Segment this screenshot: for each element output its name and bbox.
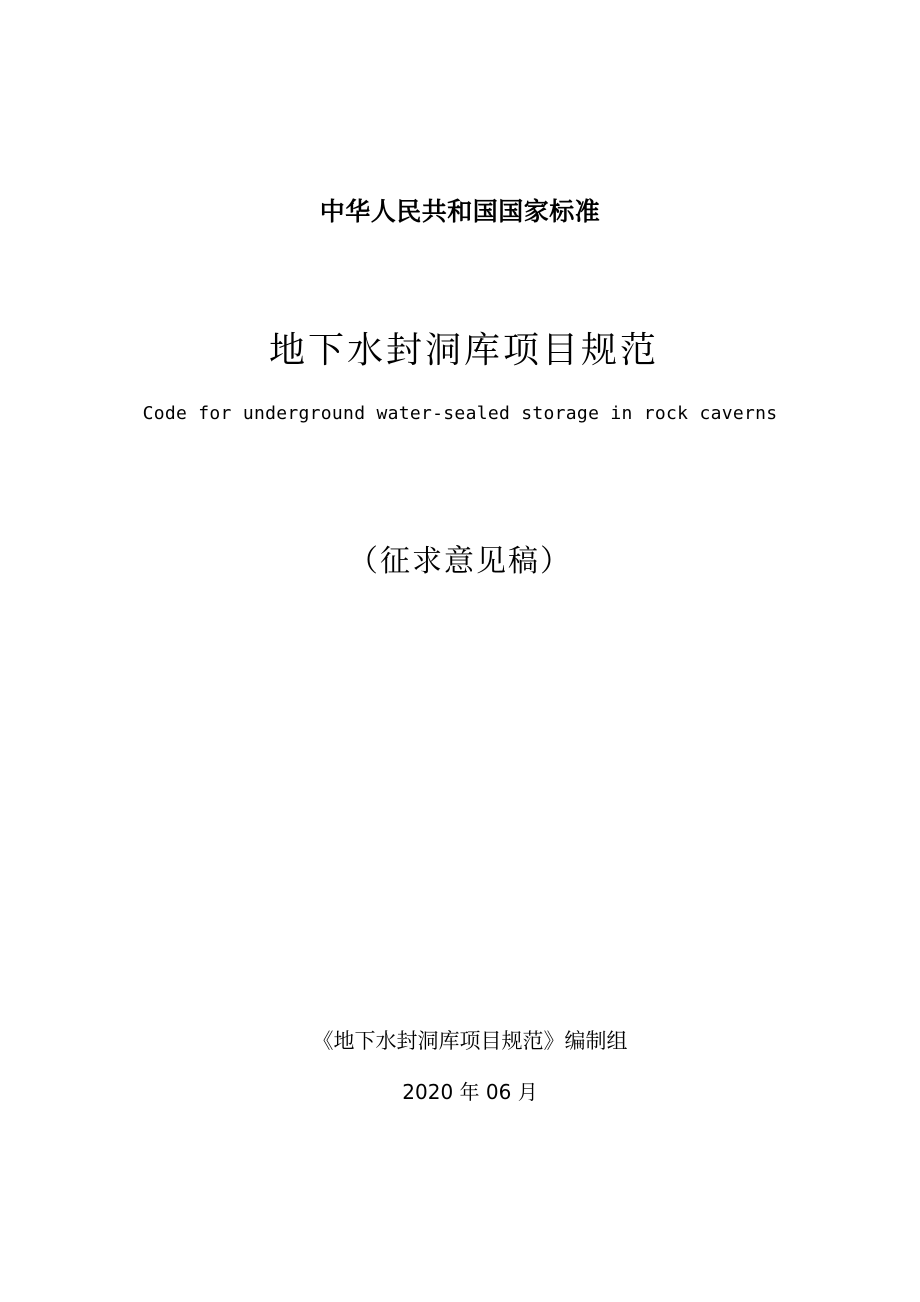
publication-date: 2020 年 06 月 — [402, 1080, 538, 1104]
compiler-group: 《地下水封洞库项目规范》编制组 — [312, 1029, 628, 1053]
main-title-cn: 地下水封洞库项目规范 — [268, 330, 659, 371]
title-en: Code for underground water-sealed storage in rock caverns — [142, 403, 778, 424]
draft-status-label: （征求意见稿） — [348, 544, 572, 579]
standard-type-heading: 中华人民共和国国家标准 — [319, 197, 601, 226]
